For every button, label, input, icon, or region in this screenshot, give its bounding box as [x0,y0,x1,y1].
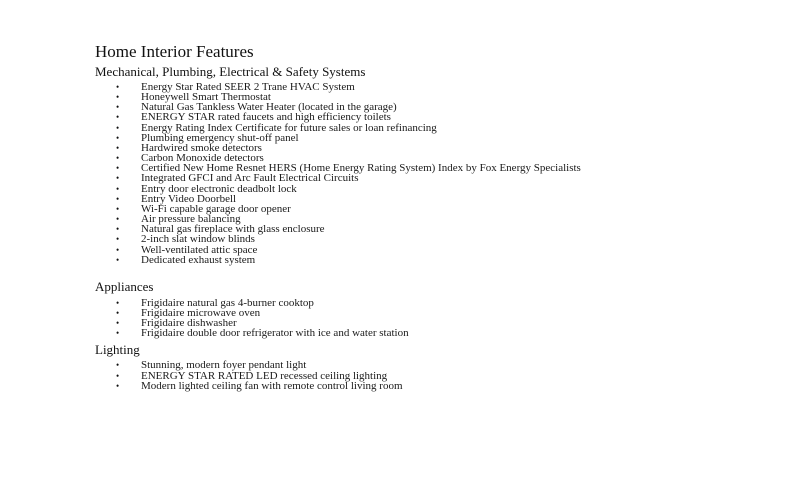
list-item-text: Modern lighted ceiling fan with remote control living room [141,379,403,392]
list-item-text: Energy Star Rated SEER 2 Trane HVAC System [141,81,355,93]
bullet-icon: • [116,183,120,194]
bullet-icon: • [116,153,120,164]
bullet-icon: • [116,92,120,103]
list-item-text: Natural gas fireplace with glass enclosure [141,223,325,236]
list-item-text: Stunning, modern foyer pendant light [141,359,307,372]
list-item-text: Entry Video Doorbell [141,192,237,205]
lighting-feature-list [95,360,735,390]
list-item-text: Honeywell Smart Thermostat [141,91,271,104]
bullet-icon: • [116,122,120,133]
list-item-text: Carbon Monoxide detectors [141,152,264,165]
bullet-icon: • [116,307,120,318]
bullet-icon: • [116,297,120,308]
list-item-text: 2-inch slat window blinds [141,233,255,246]
list-item-text: ENERGY STAR RATED LED recessed ceiling lighting [141,369,388,382]
list-item [116,328,735,338]
list-item-text: Natural Gas Tankless Water Heater (located in the garage) [141,101,397,114]
list-item-text: Plumbing emergency shut-off panel [141,131,299,144]
mechanical-feature-list [95,82,735,265]
list-item-text: Air pressure balancing [141,213,241,226]
bullet-icon: • [116,203,120,214]
bullet-icon: • [116,102,120,113]
list-item-text: Certified New Home Resnet HERS (Home Energy Rating System) Index by Fox Energy Specialists [141,162,581,175]
bullet-icon: • [116,193,120,204]
document-title: Home Interior Features [95,42,254,61]
list-item-text: Entry door electronic deadbolt lock [141,182,297,195]
list-item-text: Well-ventilated attic space [141,243,258,256]
list-item-text: Frigidaire dishwasher [141,317,237,330]
list-item-text: Dedicated exhaust system [141,253,256,266]
section-heading-appliances: Appliances [95,278,154,294]
bullet-icon: • [116,132,120,143]
bullet-icon: • [116,142,120,153]
bullet-icon: • [116,328,120,339]
document-page [95,42,735,391]
bullet-icon: • [116,254,120,265]
bullet-icon: • [116,360,120,371]
bullet-icon: • [116,318,120,329]
bullet-icon: • [116,370,120,381]
bullet-icon: • [116,380,120,391]
list-item-text: Integrated GFCI and Arc Fault Electrical Circuits [141,172,359,185]
bullet-icon: • [116,224,120,235]
list-item-text: ENERGY STAR rated faucets and high efficiency toilets [141,111,391,124]
section-heading-lighting: Lighting [95,342,140,358]
bullet-icon: • [116,214,120,225]
list-item [116,381,735,391]
bullet-icon: • [116,163,120,174]
list-item-text: Frigidaire double door refrigerator with ice and water station [141,327,409,340]
bullet-icon: • [116,173,120,184]
list-item-text: Hardwired smoke detectors [141,141,262,154]
bullet-icon: • [116,234,120,245]
bullet-icon: • [116,112,120,123]
bullet-icon: • [116,244,120,255]
section-heading-mechanical: Mechanical, Plumbing, Electrical & Safety Systems [95,64,366,79]
appliances-feature-list [95,298,735,339]
list-item [116,255,735,265]
list-item-text: Wi-Fi capable garage door opener [141,202,291,215]
bullet-icon: • [116,82,120,92]
list-item-text: Frigidaire microwave oven [141,306,261,319]
list-item-text: Frigidaire natural gas 4-burner cooktop [141,296,314,309]
list-item-text: Energy Rating Index Certificate for future sales or loan refinancing [141,121,437,134]
